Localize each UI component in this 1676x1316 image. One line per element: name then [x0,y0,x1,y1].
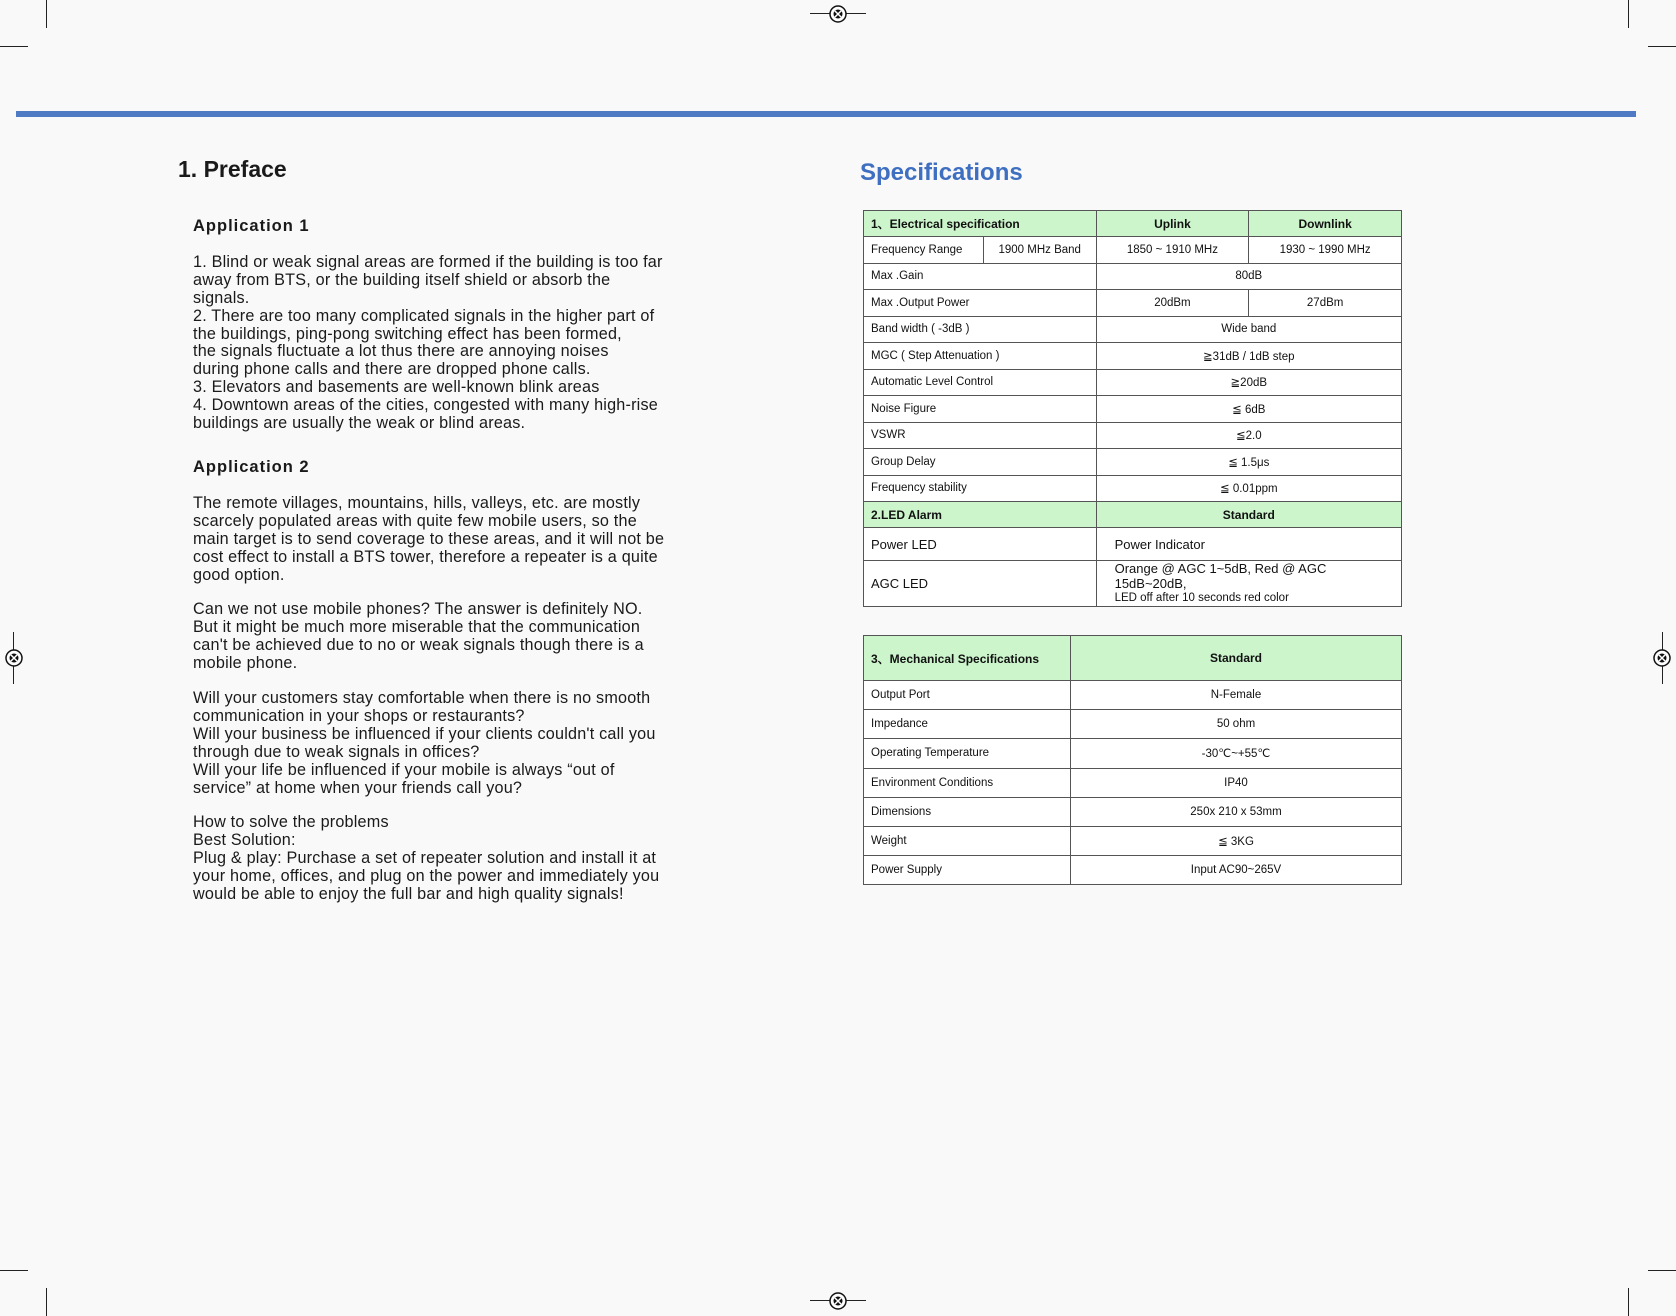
crop-mark [1628,1288,1629,1316]
table-row [864,422,1402,449]
registration-mark-icon [828,1291,848,1311]
table-cell-label: Band width ( -3dB ) [864,316,1097,343]
preface-title: 1. Preface [178,156,287,182]
table-cell [1096,561,1401,607]
table-row [864,681,1402,710]
table-cell: ≧31dB / 1dB step [1096,343,1401,370]
list-item-line: the buildings, ping-pong switching effect has been formed, [193,324,622,343]
table-cell: N-Female [1071,681,1402,710]
paragraph-line: Plug & play: Purchase a set of repeater solution and install it at [193,849,657,868]
crop-mark [1648,1270,1676,1271]
registration-mark-icon [4,648,24,668]
paragraph-line: Will your life be influenced if your mobile is always “out of [193,760,615,779]
table-header-cell: Downlink [1249,211,1402,237]
table-row [864,561,1402,607]
table-row [864,263,1402,290]
paragraph-line: good option. [193,565,285,584]
list-item [193,379,713,397]
electrical-spec-table [863,210,1402,607]
table-row [864,343,1402,370]
table-cell: ≦2.0 [1096,422,1401,449]
table-cell-label: Environment Conditions [864,768,1071,797]
application-2-heading: Application 2 [193,457,310,476]
table-cell-label: Dimensions [864,797,1071,826]
table-cell-label: Power Supply [864,856,1071,885]
table-cell: 250x 210 x 53mm [1071,797,1402,826]
crop-mark [46,1288,47,1316]
table-cell: Wide band [1096,316,1401,343]
table-cell-label: Group Delay [864,449,1097,476]
paragraph-line: Will your business be influenced if your clients couldn't call you [193,724,656,743]
crop-mark [1648,46,1676,47]
table-row [864,396,1402,423]
table-cell: Power Indicator [1096,528,1401,561]
paragraph-line: scarcely populated areas with quite few mobile users, so the [193,511,637,530]
table-cell-label: Impedance [864,710,1071,739]
table-header-cell: 3、Mechanical Specifications [864,636,1071,681]
table-cell-label: AGC LED [864,561,1097,607]
paragraph-line: can't be achieved due to no or weak signals though there is a [193,636,644,655]
crop-mark [0,1270,28,1271]
table-cell: -30℃~+55℃ [1071,739,1402,768]
list-item [193,308,713,380]
table-row [864,826,1402,855]
header-rule [16,111,1636,117]
table-header-row [864,502,1402,528]
paragraph-line: But it might be much more miserable that the communication [193,618,641,637]
table-cell-label: Max .Gain [864,263,1097,290]
table-cell-label: Frequency Range [864,237,984,264]
crop-mark [0,46,28,47]
table-cell: 50 ohm [1071,710,1402,739]
table-cell: 1900 MHz Band [983,237,1096,264]
paragraph-line: service” at home when your friends call you? [193,778,523,797]
table-row [864,768,1402,797]
table-header-cell: 1、Electrical specification [864,211,1097,237]
table-row [864,856,1402,885]
table-header-cell: 2.LED Alarm [864,502,1097,528]
table-cell: 1850 ~ 1910 MHz [1096,237,1249,264]
paragraph [193,690,713,797]
table-cell: ≦ 0.01ppm [1096,475,1401,502]
list-item-line: 4. Downtown areas of the cities, congested with many high-rise [193,396,658,415]
table-header-row [864,636,1402,681]
table-cell: 27dBm [1249,290,1402,317]
table-row [864,449,1402,476]
paragraph-line: through due to weak signals in offices? [193,742,480,761]
list-item-line: 3. Elevators and basements are well-known blink areas [193,378,600,397]
list-item-line: signals. [193,288,250,307]
paragraph-line: mobile phone. [193,654,298,673]
preface-body [193,218,713,921]
application-1-heading: Application 1 [193,217,310,235]
table-cell-label: VSWR [864,422,1097,449]
table-row [864,710,1402,739]
table-header-row [864,211,1402,237]
paragraph-line: Best Solution: [193,831,296,850]
table-cell: ≦ 6dB [1096,396,1401,423]
list-item-line: 1. Blind or weak signal areas are formed if the building is too far [193,252,663,271]
table-row [864,475,1402,502]
table-cell-label: MGC ( Step Attenuation ) [864,343,1097,370]
table-row [864,797,1402,826]
table-cell-label: Frequency stability [864,475,1097,502]
paragraph-line: would be able to enjoy the full bar and high quality signals! [193,885,624,904]
table-cell-label: Noise Figure [864,396,1097,423]
agc-led-value-line: LED off after 10 seconds red color [1114,592,1289,604]
table-header-cell: Standard [1096,502,1401,528]
list-item-line: the signals fluctuate a lot thus there are annoying noises [193,342,609,361]
registration-mark-icon [828,4,848,24]
table-row [864,739,1402,768]
paragraph-line: Can we not use mobile phones? The answer is definitely NO. [193,600,643,619]
application-1-list [193,254,713,433]
table-cell: Input AC90~265V [1071,856,1402,885]
paragraph-line: The remote villages, mountains, hills, valleys, etc. are mostly [193,493,641,512]
crop-mark [1628,0,1629,28]
paragraph-line: Will your customers stay comfortable when there is no smooth [193,689,651,708]
paragraph [193,601,713,673]
specifications-title: Specifications [860,159,1023,186]
table-cell-label: Operating Temperature [864,739,1071,768]
table-cell: ≦ 1.5μs [1096,449,1401,476]
table-cell: 80dB [1096,263,1401,290]
table-cell: ≧20dB [1096,369,1401,396]
table-row [864,237,1402,264]
mechanical-spec-table [863,635,1402,885]
table-cell: IP40 [1071,768,1402,797]
paragraph-line: How to solve the problems [193,813,389,832]
paragraph-line: cost effect to install a BTS tower, therefore a repeater is a quite [193,547,658,566]
table-row [864,369,1402,396]
table-cell-label: Output Port [864,681,1071,710]
table-row [864,528,1402,561]
paragraph [193,495,713,585]
table-header-cell: Uplink [1096,211,1249,237]
registration-mark-icon [1652,648,1672,668]
paragraph-line: your home, offices, and plug on the power and immediately you [193,867,660,886]
list-item-line: during phone calls and there are dropped phone calls. [193,360,591,379]
list-item [193,254,713,308]
table-row [864,316,1402,343]
list-item-line: away from BTS, or the building itself shield or absorb the [193,270,611,289]
list-item-line: 2. There are too many complicated signals in the higher part of [193,306,655,325]
table-cell-label: Weight [864,826,1071,855]
table-row [864,290,1402,317]
table-cell: ≦ 3KG [1071,826,1402,855]
table-cell-label: Max .Output Power [864,290,1097,317]
crop-mark [46,0,47,28]
table-cell: 1930 ~ 1990 MHz [1249,237,1402,264]
table-cell: 20dBm [1096,290,1249,317]
paragraph-line: communication in your shops or restaurants? [193,706,525,725]
table-header-cell: Standard [1071,636,1402,681]
paragraph [193,814,713,904]
paragraph-line: main target is to send coverage to these areas, and it will not be [193,529,665,548]
list-item-line: buildings are usually the weak or blind areas. [193,414,526,433]
table-cell-label: Automatic Level Control [864,369,1097,396]
agc-led-value-line: Orange @ AGC 1~5dB, Red @ AGC 15dB~20dB, [1114,561,1327,591]
list-item [193,397,713,433]
table-cell-label: Power LED [864,528,1097,561]
